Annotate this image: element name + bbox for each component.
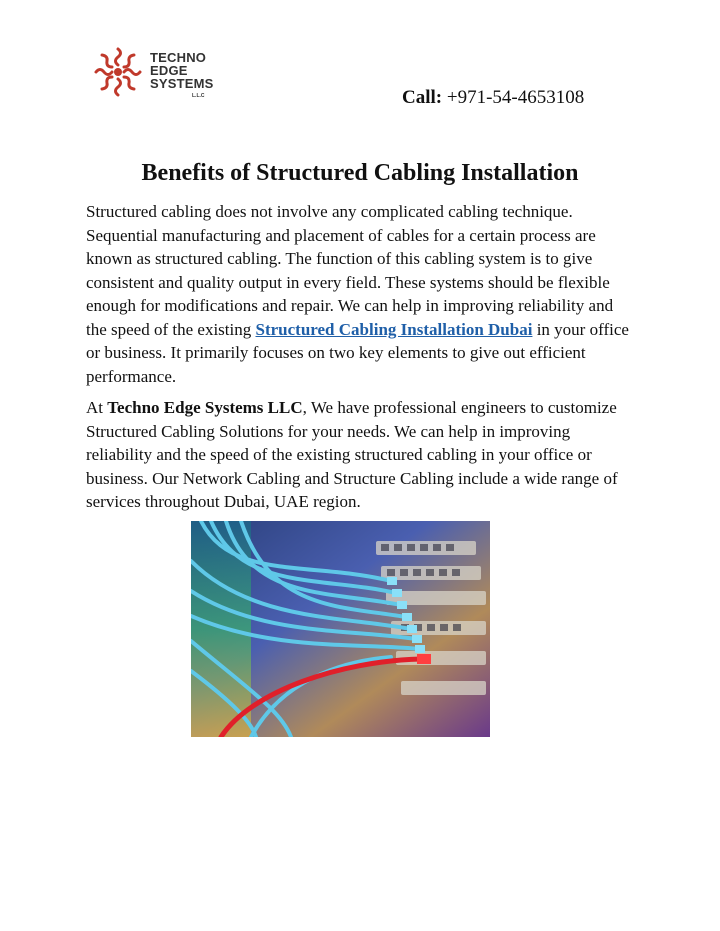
paragraph-company [86, 396, 638, 514]
contact-phone [402, 87, 584, 109]
call-label: Call: [402, 87, 443, 108]
phone-number: +971-54-4653108 [446, 87, 585, 108]
logo-line-edge: EDGE [150, 63, 188, 78]
intro-text-end: in your office or business. It primarily focuses on two key elements to give out efficient performance. [86, 319, 629, 386]
company-logo [88, 43, 218, 101]
paragraph-intro [86, 200, 638, 388]
company-prefix: At [86, 398, 108, 417]
logo-line-systems: SYSTEMS [150, 76, 214, 91]
intro-text: Structured cabling does not involve any complicated cabling technique. Sequential manufacturing and placement of cables for a certain process are known as structured cabling. The function of this cabling system is to give consistent and quality output in every field. These systems should be flexible enough for modifications and repair. We can help in improving reliability and the speed of the existing [86, 202, 614, 339]
logo-wordmark [150, 51, 214, 90]
cabling-photo [191, 521, 490, 737]
company-text: , We have professional engineers to customize Structured Cabling Solutions for your needs. We can help in improving reliability and the speed of the existing structured cabling in your office or business. Our Network Cabling and Structure Cabling include a wide range of services throughout Dubai, UAE region. [86, 398, 618, 511]
structured-cabling-link[interactable]: Structured Cabling Installation Dubai [255, 319, 533, 339]
network-cables-image [191, 521, 490, 737]
page-title: Benefits of Structured Cabling Installation [141, 160, 579, 186]
company-name: Techno Edge Systems LLC [107, 398, 303, 417]
logo-emblem-icon [88, 43, 148, 101]
logo-line-techno: TECHNO [150, 50, 207, 65]
logo-suffix: L.L.C [192, 93, 205, 99]
